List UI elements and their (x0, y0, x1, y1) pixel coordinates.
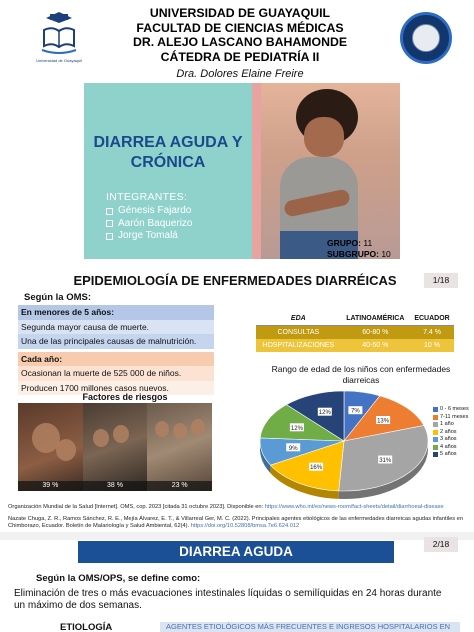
legend-label: 4 años (440, 443, 457, 450)
subgrupo-label: SUBGRUPO: (327, 249, 379, 259)
accent-bar (252, 83, 261, 259)
risk-factor-photos (18, 403, 212, 491)
header-line-1: UNIVERSIDAD DE GUAYAQUIL (149, 6, 331, 20)
page-number: 2/18 (424, 537, 458, 552)
member-item (106, 218, 193, 231)
book-logo-icon (38, 12, 80, 58)
members-list (106, 205, 193, 243)
risk-photo (147, 403, 212, 491)
legend-label: 7-11 meses (440, 413, 469, 420)
members-label: INTEGRANTES: (106, 191, 188, 203)
legend-swatch (433, 415, 438, 420)
risk-photo-caption: 23 % (147, 481, 212, 491)
legend-swatch (433, 437, 438, 442)
column-header: EDA (256, 312, 341, 326)
pie-data-label: 12% (318, 410, 331, 417)
risk-photo-caption: 38 % (83, 481, 148, 491)
header-line-4: CÁTEDRA DE PEDIATRÍA II (160, 49, 320, 64)
legend-item (433, 444, 469, 452)
checkbox-icon (106, 208, 113, 215)
child-face (113, 425, 129, 443)
legend-swatch (433, 445, 438, 450)
member-name: Jorge Tomalá (118, 230, 178, 241)
university-logo-caption: Universidad de Guayaquil (36, 58, 82, 63)
legend-swatch (433, 430, 438, 435)
faculty-seal-icon (400, 12, 452, 64)
pie-data-label: 7% (351, 408, 360, 415)
pie-data-label: 13% (377, 418, 390, 425)
reference-link[interactable]: https://doi.org/10.52808/bmsa.7e6.624.012 (190, 523, 300, 529)
member-name: Génesis Fajardo (118, 205, 192, 216)
teacher-name: Dra. Dolores Elaine Freire (176, 68, 304, 80)
legend-label: 1 año (440, 421, 454, 427)
oms-label: Según la OMS: (24, 292, 92, 303)
pie-data-label: 9% (288, 445, 298, 452)
title-banner (84, 83, 400, 259)
table-row: Segunda mayor causa de muerte. (18, 320, 214, 335)
table-row (256, 326, 454, 340)
legend-swatch (433, 422, 438, 427)
reference-link[interactable]: https://www.who.int/es/news-room/fact-sheets/detail/diarrhoeal-disease (264, 504, 444, 510)
pie-chart-title: Rango de edad de los niños con enfermedades diarreicas (271, 364, 451, 385)
section-title-acute-diarrhea: DIARREA AGUDA (78, 541, 394, 563)
header-line-3: DR. ALEJO LASCANO BAHAMONDE (132, 35, 348, 49)
child-face (56, 439, 76, 461)
legend-label: 2 años (440, 428, 457, 435)
reference-2 (8, 516, 468, 530)
pie-data-label: 31% (379, 458, 392, 464)
child-face (304, 117, 344, 157)
child-face (191, 419, 205, 435)
etiology-label: ETIOLOGÍA (60, 622, 113, 632)
subgrupo-value: 10 (381, 249, 391, 259)
column-header: LATINOAMÉRICA (341, 312, 410, 326)
grupo-value: 11 (363, 238, 373, 248)
column-header: ECUADOR (410, 312, 454, 326)
pie-legend (433, 406, 469, 459)
legend-item (433, 436, 469, 444)
member-item (106, 205, 193, 218)
table-row (256, 339, 454, 352)
risk-photo (18, 403, 83, 491)
member-name: Aarón Baquerizo (118, 217, 193, 229)
group-info (327, 238, 391, 259)
table-header-row (256, 312, 454, 326)
legend-item (433, 421, 469, 429)
risk-factors-title: Factores de riesgos (82, 392, 168, 402)
etiology-table-header: AGENTES ETIOLÓGICOS MÁS FRECUENTES E INGRESOS HOSPITALARIOS EN (160, 622, 460, 632)
legend-swatch (433, 452, 438, 457)
oms-facts-table (18, 305, 214, 395)
header-line-2: FACULTAD DE CIENCIAS MÉDICAS (136, 20, 344, 35)
checkbox-icon (106, 233, 113, 240)
child-face (93, 429, 109, 447)
table-row: Producen 1700 millones casos nuevos. (18, 381, 214, 396)
legend-swatch (433, 407, 438, 412)
reference-text: Organización Mundial de la Salud [Internet]. OMS, cop. 2023 [citada 31 octubre 2023]. Disponible en: (8, 504, 265, 510)
section-title-epidemiology: EPIDEMIOLOGÍA DE ENFERMEDADES DIARRÉICAS (73, 273, 397, 288)
seal-portrait (412, 24, 440, 52)
page-number: 1/18 (424, 273, 458, 288)
slide-divider (0, 532, 474, 540)
member-item (106, 230, 193, 243)
definition-text: Eliminación de tres o más evacuaciones intestinales líquidas o semilíquidas en 24 horas durante un máximo de dos semanas. (14, 588, 442, 611)
risk-photo (83, 403, 148, 491)
university-header (90, 6, 390, 64)
legend-item (433, 429, 469, 437)
table-cell: CONSULTAS (256, 326, 341, 340)
table-cell: 40-50 % (341, 339, 410, 352)
legend-item (433, 406, 469, 414)
table-row: En menores de 5 años: (18, 305, 214, 320)
child-face (155, 421, 169, 437)
table-cell: HOSPITALIZACIONES (256, 339, 341, 352)
pie-data-label: 16% (310, 465, 323, 472)
risk-photo-caption: 39 % (18, 481, 83, 491)
reference-text: Nazate Chuga, Z. R., Ramos Sánchez, R. E., Mejía Álvarez, E. T., & Villarreal Ger, M. C. (2022). Principales agentes etiológicos de las enfermedades diarreicas agudas infantiles en Chimborazo, Ecuador. Boletín de Malariología y Salud Ambiental, 62(4). (8, 516, 464, 529)
pie-data-label: 12% (290, 425, 303, 432)
table-row: Cada año: (18, 352, 214, 367)
grupo-label: GRUPO: (327, 238, 361, 248)
presentation-title: DIARREA AGUDA Y CRÓNICA (93, 134, 243, 171)
definition-label: Según la OMS/OPS, se define como: (36, 573, 201, 584)
legend-item (433, 414, 469, 422)
table-cell: 10 % (410, 339, 454, 352)
age-pie-chart (254, 385, 432, 503)
checkbox-icon (106, 220, 113, 227)
eda-table (256, 312, 454, 352)
child-face (173, 423, 187, 439)
legend-label: 5 años (440, 451, 457, 457)
table-row: Ocasionan la muerte de 525 000 de niños. (18, 366, 214, 381)
reference-1 (8, 504, 468, 511)
legend-item (433, 451, 469, 459)
legend-label: 0 - 6 meses (440, 406, 469, 412)
legend-label: 3 años (440, 436, 457, 442)
table-cell: 7.4 % (410, 326, 454, 340)
table-row: Una de las principales causas de malnutrición. (18, 334, 214, 349)
university-logo (38, 12, 80, 58)
table-cell: 60-80 % (341, 326, 410, 340)
